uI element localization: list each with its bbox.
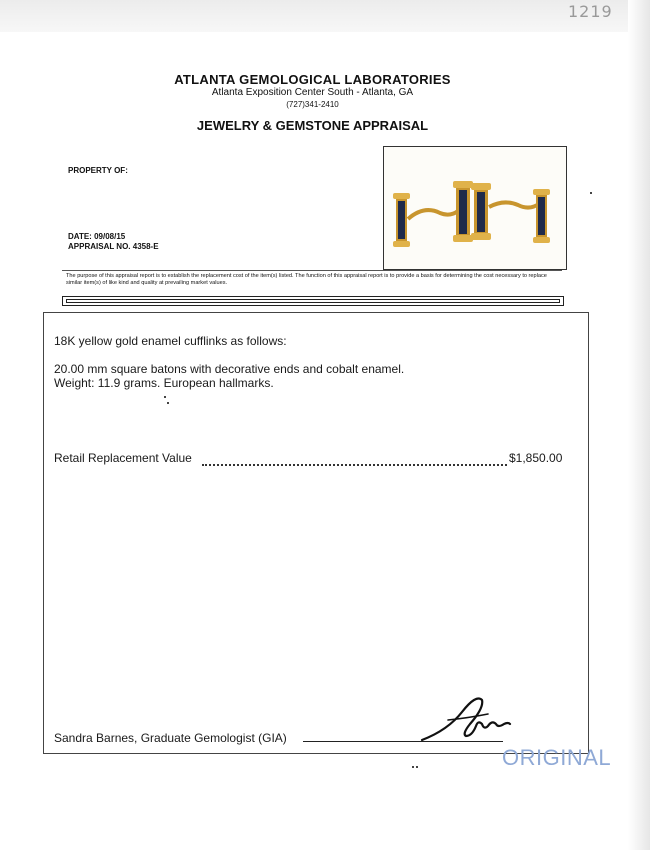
valuation-amount: $1,850.00 bbox=[509, 451, 563, 465]
original-stamp: ORIGINAL bbox=[502, 745, 612, 770]
cufflinks-photo bbox=[383, 146, 567, 270]
appraisal-number: APPRAISAL NO. 4358-E bbox=[68, 242, 159, 251]
cufflinks-illustration bbox=[384, 147, 566, 269]
lab-address: Atlanta Exposition Center South - Atlanta, GA bbox=[211, 87, 414, 98]
double-line-band bbox=[62, 296, 564, 306]
handwritten-page-number: 1219 bbox=[568, 2, 613, 21]
handwritten-signature bbox=[418, 690, 514, 746]
lab-name: ATLANTA GEMOLOGICAL LABORATORIES bbox=[174, 72, 451, 87]
date-field: DATE: 09/08/15 bbox=[68, 232, 126, 241]
description-line-3: Weight: 11.9 grams. European hallmarks. bbox=[54, 376, 274, 390]
document-title: JEWELRY & GEMSTONE APPRAISAL bbox=[196, 118, 429, 133]
property-of-label: PROPERTY OF: bbox=[68, 166, 128, 175]
scan-speck bbox=[416, 766, 418, 768]
band-inner bbox=[66, 299, 560, 303]
description-line-2: 20.00 mm square batons with decorative ends and cobalt enamel. bbox=[54, 362, 405, 376]
scan-speck bbox=[412, 766, 414, 768]
scan-speck bbox=[167, 402, 169, 404]
dot-leader bbox=[202, 454, 507, 466]
scan-speck bbox=[164, 396, 166, 398]
description-line-1: 18K yellow gold enamel cufflinks as follows: bbox=[54, 334, 287, 348]
lab-phone: (727)341-2410 bbox=[286, 100, 339, 109]
scan-shadow-top bbox=[0, 0, 650, 32]
purpose-statement: The purpose of this appraisal report is to establish the replacement cost of the item(s) listed. The function of this appraisal report is to provide a basis for determining the cost necessary to replace similar item(s) of like kind and quality at prevailing market values. bbox=[66, 273, 547, 286]
scan-shadow-right bbox=[628, 0, 650, 850]
scan-speck bbox=[590, 192, 592, 194]
valuation-label: Retail Replacement Value bbox=[54, 451, 192, 465]
signer-name: Sandra Barnes, Graduate Gemologist (GIA) bbox=[54, 731, 287, 745]
header-rule bbox=[62, 270, 562, 271]
